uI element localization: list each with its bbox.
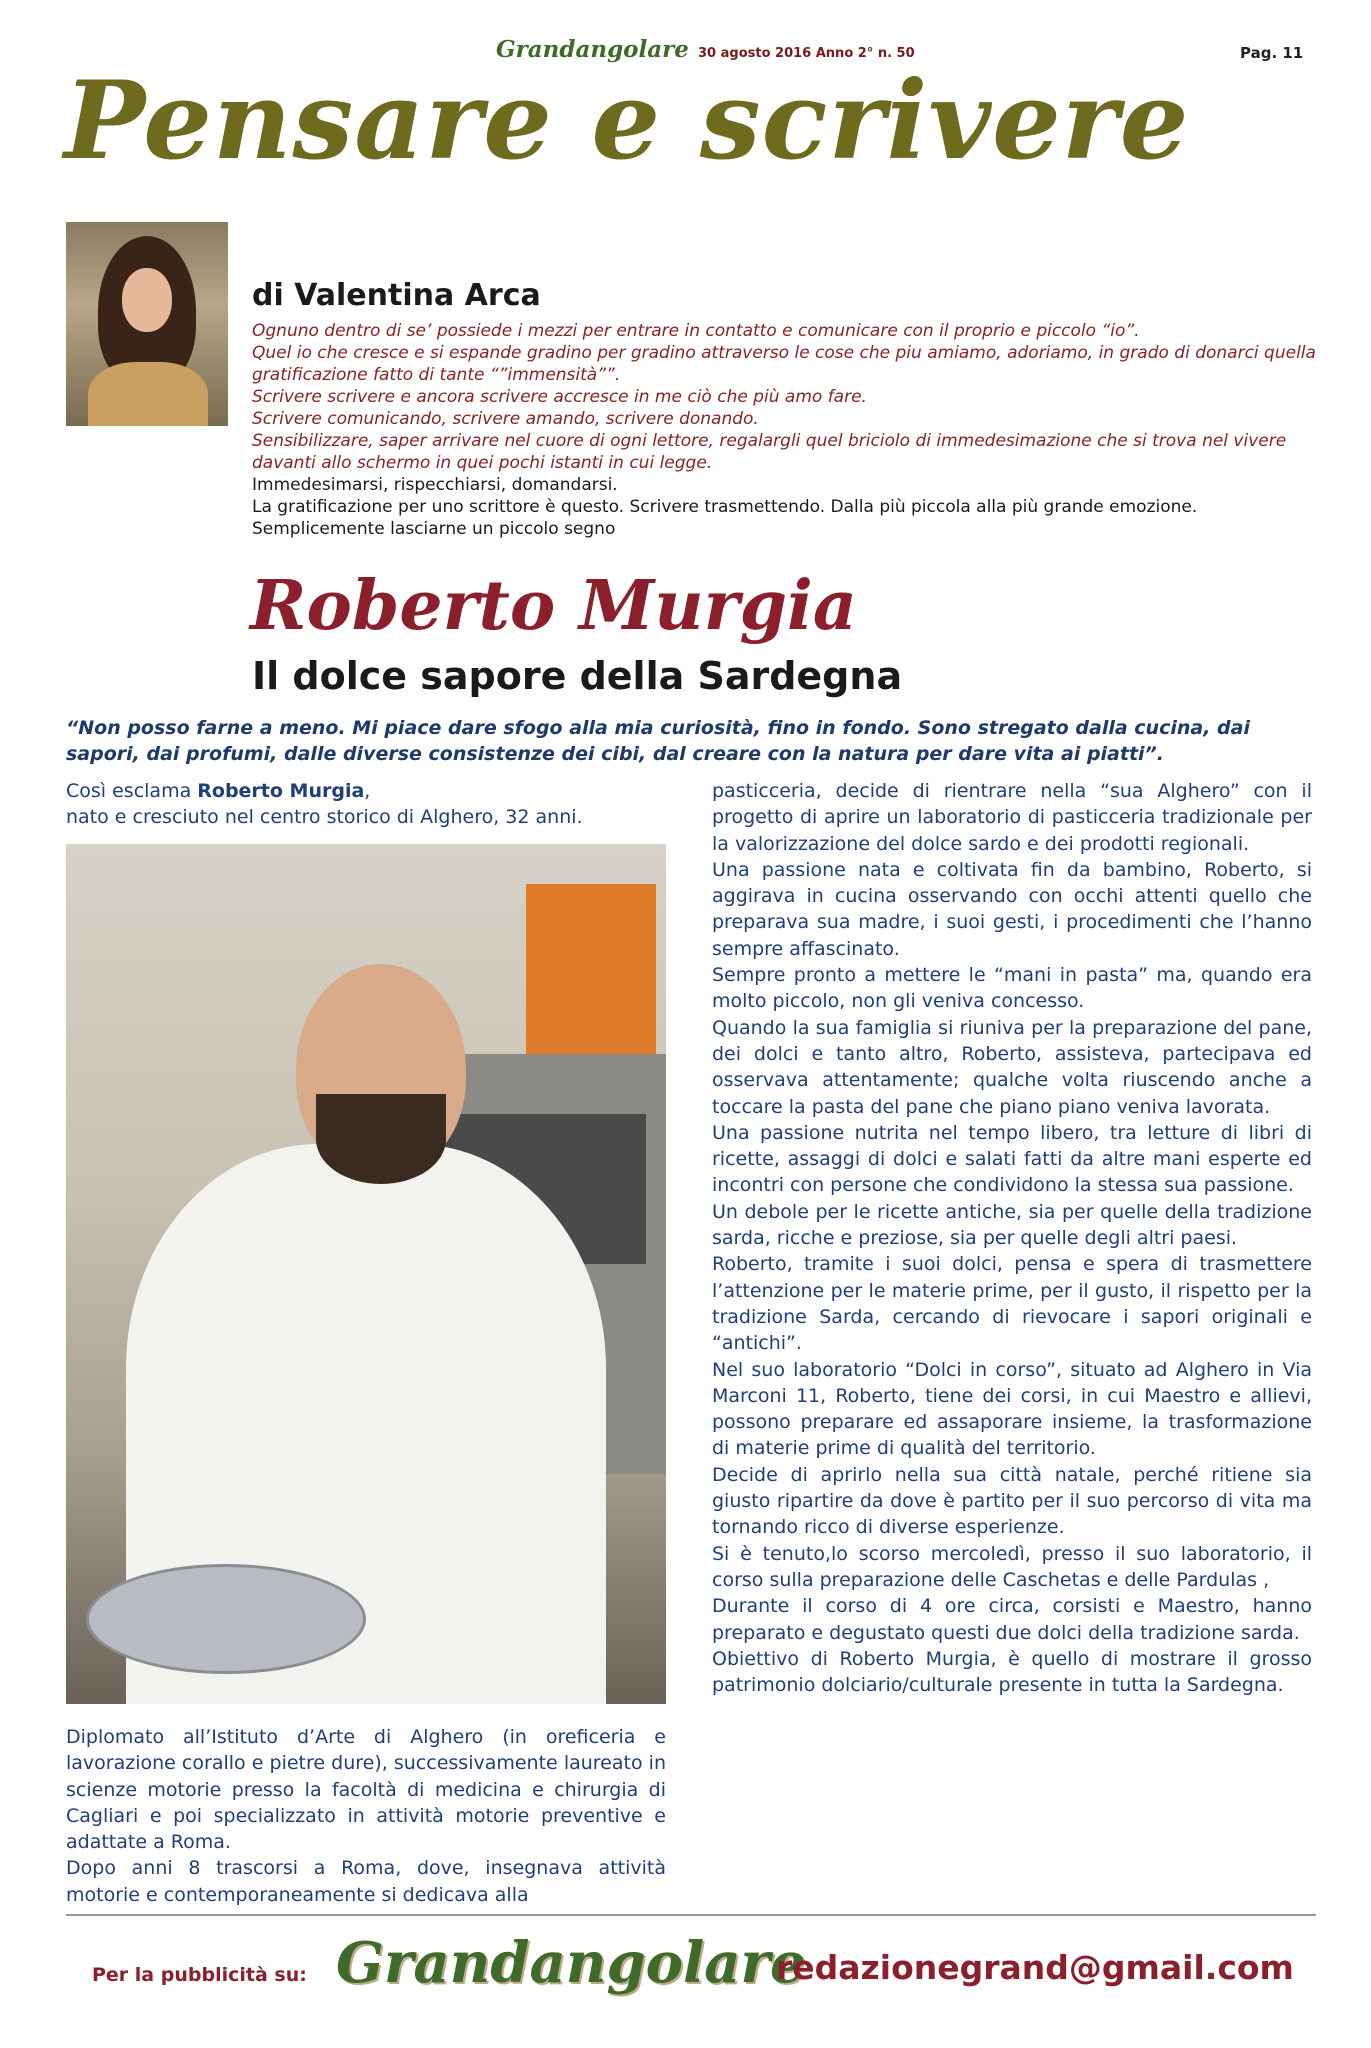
issue-date: 30 agosto 2016 Anno 2° n. 50: [698, 46, 915, 61]
paragraph: Un debole per le ricette antiche, sia per quelle della tradizione sarda, ricche e preziose, sia per quelle degli altri paesi.: [712, 1200, 1312, 1250]
paragraph: Dopo anni 8 trascorsi a Roma, dove, insegnava attività motorie e contemporaneamente si dedicava alla: [66, 1857, 666, 1906]
lead-suffix: ,: [364, 780, 371, 802]
masthead-name: Grandangolare: [496, 36, 689, 63]
lead-line: nato e cresciuto nel centro storico di Alghero, 32 anni.: [66, 806, 583, 829]
footer-brand-logo: Grandangolare: [336, 1930, 806, 1996]
paragraph: Decide di aprirlo nella sua città natale, perché ritiene sia giusto ripartire da dove è partito per il suo percorso di vita ma tornando ricco di diverse esperienze.: [712, 1463, 1312, 1539]
advertising-label: Per la pubblicità su:: [92, 1964, 307, 1986]
page-footer: [0, 1930, 1371, 2010]
article-title: Roberto Murgia: [250, 566, 857, 646]
paragraph: Nel suo laboratorio “Dolci in corso”, situato ad Alghero in Via Marconi 11, Roberto, tiene dei corsi, in cui Maestro e allievi, possono preparare ed assaporare insieme, la trasformazione di materie prime di qualità del territorio.: [712, 1358, 1312, 1460]
intro-line: Quel io che cresce e si espande gradino per gradino attraverso le cose che piu amiamo, adoriamo, in grado di donarci quella gratificazione fatto di tante “”immensità””.: [252, 343, 1316, 385]
intro-line: Immedesimarsi, rispecchiarsi, domandarsi.: [252, 475, 618, 495]
column-intro: [252, 320, 1322, 540]
article-column-left: [66, 1724, 666, 1908]
intro-line: Ognuno dentro di se’ possiede i mezzi per entrare in contatto e comunicare con il proprio e piccolo “io”.: [252, 321, 1140, 341]
chef-photo: [66, 844, 666, 1704]
author-byline: di Valentina Arca: [252, 278, 541, 313]
intro-line: Scrivere comunicando, scrivere amando, scrivere donando.: [252, 409, 759, 429]
paragraph: Sempre pronto a mettere le “mani in pasta” ma, quando era molto piccolo, non gli veniva concesso.: [712, 964, 1312, 1013]
article-lead: [66, 778, 666, 831]
page-number: Pag. 11: [1240, 44, 1304, 62]
intro-line: La gratificazione per uno scrittore è questo. Scrivere trasmettendo. Dalla più piccola alla più grande emozione.: [252, 497, 1198, 517]
intro-line: Sensibilizzare, saper arrivare nel cuore di ogni lettore, regalargli quel briciolo di immedesimazione che si trova nel vivere davanti allo schermo in quei pochi istanti in cui legge.: [252, 431, 1287, 473]
footer-divider: [66, 1914, 1316, 1916]
paragraph: Diplomato all’Istituto d’Arte di Alghero (in oreficeria e lavorazione corallo e pietre dure), successivamente laureato in scienze motorie presso la facoltà di medicina e chirurgia di Cagliari e poi specializzato in attività motorie preventive e adattate a Roma.: [66, 1726, 666, 1854]
paragraph: Quando la sua famiglia si riuniva per la preparazione del pane, dei dolci e tanto altro, Roberto, assisteva, partecipava ed osservava attentamente; qualche volta riuscendo anche a toccare la pasta del pane che piano piano veniva lavorata.: [712, 1016, 1312, 1118]
paragraph: pasticceria, decide di rientrare nella “sua Alghero” con il progetto di aprire un laboratorio di pasticceria tradizionale per la valorizzazione del dolce sardo e dei prodotti regionali.: [712, 780, 1312, 855]
pull-quote: “Non posso farne a meno. Mi piace dare sfogo alla mia curiosità, fino in fondo. Sono stregato dalla cucina, dai sapori, dai profumi, dalle diverse consistenze dei cibi, dal creare con la natura per dare vita ai piatti”.: [66, 717, 1250, 765]
article-column-right: [712, 778, 1312, 1698]
paragraph: Una passione nata e coltivata fin da bambino, Roberto, si aggirava in cucina osservando con occhi attenti quello che preparava sua madre, i suoi gesti, i procedimenti che l’hanno sempre affascinato.: [712, 858, 1312, 960]
author-photo: [66, 222, 228, 426]
intro-line: Semplicemente lasciarne un piccolo segno: [252, 519, 616, 539]
paragraph: Durante il corso di 4 ore circa, corsisti e Maestro, hanno preparato e degustato questi due dolci della tradizione sarda.: [712, 1595, 1312, 1644]
lead-prefix: Così esclama: [66, 780, 198, 802]
article-subtitle: Il dolce sapore della Sardegna: [252, 654, 903, 698]
contact-email: redazionegrand@gmail.com: [776, 1948, 1294, 1987]
paragraph: Una passione nutrita nel tempo libero, tra letture di libri di ricette, assaggi di dolci e salati fatti da altre mani esperte ed incontri con persone che condividono la stessa sua passione.: [712, 1121, 1312, 1197]
section-title: Pensare e scrivere: [64, 58, 1190, 184]
intro-line: Scrivere scrivere e ancora scrivere accresce in me ciò che più amo fare.: [252, 387, 867, 407]
paragraph: Roberto, tramite i suoi dolci, pensa e spera di trasmettere l’attenzione per le materie prime, per il gusto, il rispetto per la tradizione Sarda, cercando di rievocare i sapori originali e “antichi”.: [712, 1253, 1312, 1355]
paragraph: Obiettivo di Roberto Murgia, è quello di mostrare il grosso patrimonio dolciario/culturale presente in tutta la Sardegna.: [712, 1647, 1312, 1697]
lead-name: Roberto Murgia: [197, 780, 365, 802]
paragraph: Si è tenuto,lo scorso mercoledì, presso il suo laboratorio, il corso sulla preparazione delle Caschetas e delle Pardulas ,: [712, 1542, 1312, 1591]
